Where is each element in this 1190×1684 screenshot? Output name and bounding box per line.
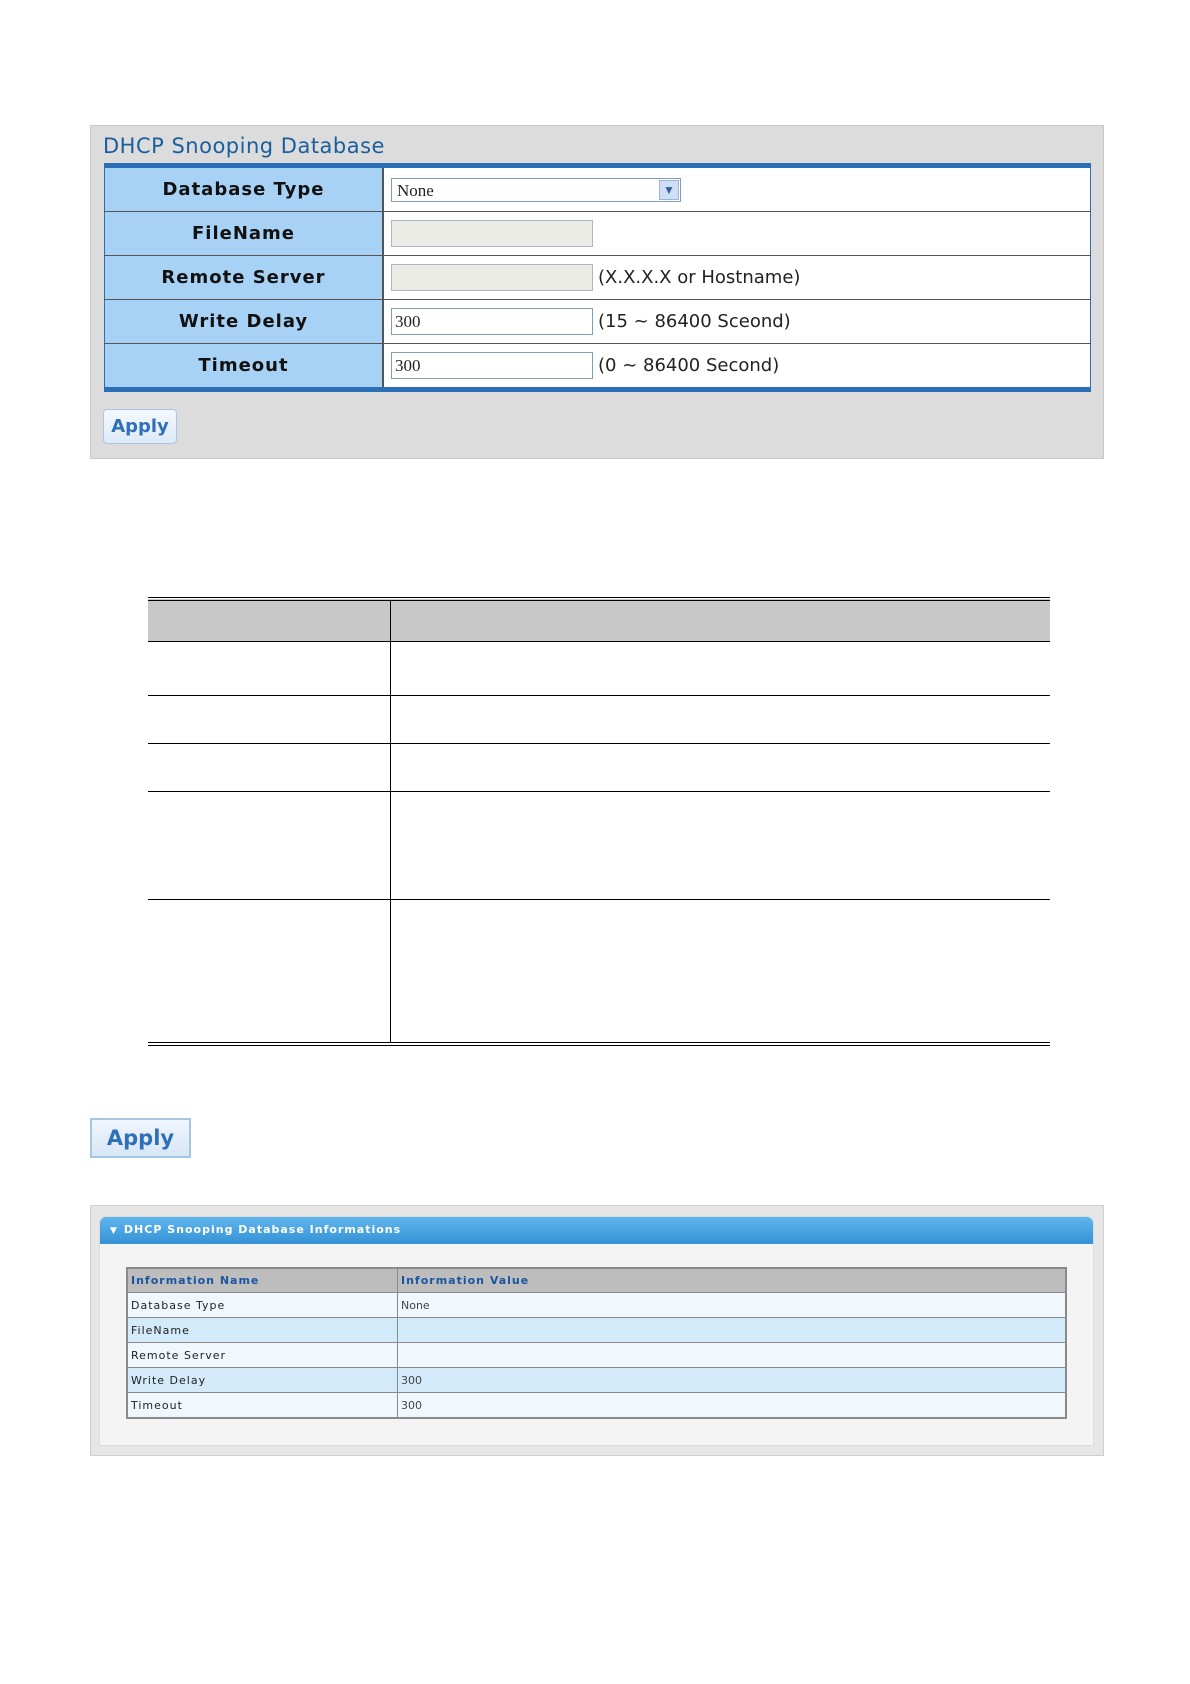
info-name: Timeout <box>127 1393 398 1419</box>
table-row <box>127 1293 1066 1318</box>
database-informations-panel <box>90 1205 1104 1456</box>
label-write-delay: Write Delay <box>105 300 384 344</box>
table-row <box>148 744 1050 792</box>
info-panel-title: DHCP Snooping Database Informations <box>123 1223 402 1236</box>
collapse-triangle-icon[interactable]: ▼ <box>110 1226 118 1236</box>
config-table <box>104 163 1091 392</box>
chevron-down-icon[interactable]: ▼ <box>659 180 679 200</box>
table-row <box>148 900 1050 1044</box>
table-row <box>148 642 1050 696</box>
description-table <box>148 597 1050 1046</box>
info-value: 300 <box>398 1393 1067 1419</box>
description-header <box>148 599 1050 642</box>
info-value <box>398 1318 1067 1343</box>
filename-input[interactable] <box>391 220 593 247</box>
table-row <box>148 696 1050 744</box>
row-write-delay <box>105 300 1091 344</box>
row-remote-server <box>105 256 1091 300</box>
table-row <box>127 1368 1066 1393</box>
row-database-type <box>105 166 1091 212</box>
info-name: Write Delay <box>127 1368 398 1393</box>
info-table <box>126 1267 1067 1419</box>
table-row <box>127 1318 1066 1343</box>
label-remote-server: Remote Server <box>105 256 384 300</box>
apply-button-large[interactable]: Apply <box>90 1118 191 1158</box>
info-table-header <box>127 1268 1066 1293</box>
info-value: 300 <box>398 1368 1067 1393</box>
write-delay-hint: (15 ~ 86400 Sceond) <box>598 311 791 332</box>
info-value: None <box>398 1293 1067 1318</box>
info-value <box>398 1343 1067 1368</box>
column-header-name: Information Name <box>127 1268 398 1293</box>
remote-server-input[interactable] <box>391 264 593 291</box>
apply-button[interactable]: Apply <box>103 409 177 444</box>
info-name: Database Type <box>127 1293 398 1318</box>
remote-server-hint: (X.X.X.X or Hostname) <box>598 267 801 288</box>
timeout-hint: (0 ~ 86400 Second) <box>598 355 780 376</box>
info-name: Remote Server <box>127 1343 398 1368</box>
table-row <box>127 1343 1066 1368</box>
label-database-type: Database Type <box>105 166 384 212</box>
description-header-object <box>148 599 391 642</box>
info-name: FileName <box>127 1318 398 1343</box>
info-panel-header[interactable] <box>100 1217 1093 1244</box>
table-row <box>127 1393 1066 1419</box>
panel-title: DHCP Snooping Database <box>103 134 385 158</box>
table-row <box>148 792 1050 900</box>
row-timeout <box>105 344 1091 390</box>
label-timeout: Timeout <box>105 344 384 390</box>
description-header-description <box>391 599 1051 642</box>
write-delay-input[interactable]: 300 <box>391 308 593 335</box>
database-type-value: None <box>397 180 434 200</box>
row-filename <box>105 212 1091 256</box>
database-type-select[interactable] <box>391 178 681 202</box>
dhcp-snooping-database-panel <box>90 125 1104 459</box>
timeout-input[interactable]: 300 <box>391 352 593 379</box>
column-header-value: Information Value <box>398 1268 1067 1293</box>
label-filename: FileName <box>105 212 384 256</box>
